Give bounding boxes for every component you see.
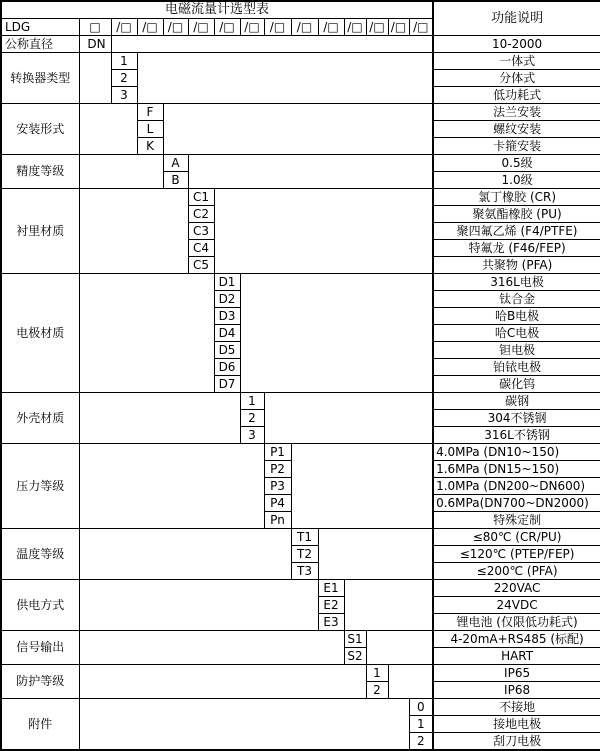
option-desc: 铂铱电极 <box>433 359 600 376</box>
option-desc: 0.6MPa(DN700~DN2000) <box>433 495 600 512</box>
option-desc: 4.0MPa (DN10~150) <box>433 444 600 461</box>
spacer-cell <box>344 580 433 631</box>
table-row <box>1 631 600 648</box>
option-code: 1 <box>409 716 433 733</box>
spacer-cell <box>111 36 433 53</box>
spacer-cell <box>240 274 433 393</box>
code-slot: /□ <box>111 19 137 36</box>
model-prefix: LDG <box>1 19 79 36</box>
option-code: C3 <box>188 223 214 240</box>
category-label-housing-material: 外壳材质 <box>1 393 79 444</box>
spacer-cell <box>388 665 433 699</box>
table-row <box>1 580 600 597</box>
option-desc: 共聚物 (PFA) <box>433 257 600 274</box>
option-desc: IP65 <box>433 665 600 682</box>
option-desc: 1.0MPa (DN200~DN600) <box>433 478 600 495</box>
option-code: 3 <box>111 87 137 104</box>
table-row <box>1 665 600 682</box>
option-code: 1 <box>111 53 137 70</box>
category-label-signal-output: 信号输出 <box>1 631 79 665</box>
option-code: T2 <box>291 546 318 563</box>
option-desc: 316L电极 <box>433 274 600 291</box>
spacer-cell <box>79 155 163 189</box>
option-desc: 特殊定制 <box>433 512 600 529</box>
code-slot: /□ <box>163 19 188 36</box>
spacer-cell <box>163 104 433 155</box>
option-code: P4 <box>264 495 291 512</box>
table-row <box>1 699 600 716</box>
option-code: L <box>137 121 163 138</box>
option-desc: 钽电极 <box>433 342 600 359</box>
option-code: P3 <box>264 478 291 495</box>
code-slot: /□ <box>291 19 318 36</box>
option-desc: 氯丁橡胶 (CR) <box>433 189 600 206</box>
option-desc: 10-2000 <box>433 36 600 53</box>
spacer-cell <box>214 189 433 274</box>
option-code: S1 <box>344 631 366 648</box>
function-description-header: 功能说明 <box>433 1 600 36</box>
option-code: D3 <box>214 308 240 325</box>
spacer-cell <box>79 274 214 393</box>
spacer-cell <box>291 444 433 529</box>
option-desc: 哈C电极 <box>433 325 600 342</box>
table-row <box>1 104 600 121</box>
category-label-converter-type: 转换器类型 <box>1 53 79 104</box>
option-desc: 220VAC <box>433 580 600 597</box>
spacer-cell <box>318 529 433 580</box>
category-label-power-supply: 供电方式 <box>1 580 79 631</box>
option-desc: 1.0级 <box>433 172 600 189</box>
option-code: D7 <box>214 376 240 393</box>
option-code: P2 <box>264 461 291 478</box>
option-desc: 螺纹安装 <box>433 121 600 138</box>
spacer-cell <box>79 631 344 665</box>
option-desc: 刮刀电极 <box>433 733 600 751</box>
option-code: Pn <box>264 512 291 529</box>
table-row <box>1 36 600 53</box>
option-code: C4 <box>188 240 214 257</box>
code-slot: /□ <box>214 19 240 36</box>
option-desc: 哈B电极 <box>433 308 600 325</box>
option-desc: 分体式 <box>433 70 600 87</box>
option-desc: 锂电池 (仅限低功耗式) <box>433 614 600 631</box>
option-code: 1 <box>366 665 388 682</box>
category-label-temperature-grade: 温度等级 <box>1 529 79 580</box>
option-code: 0 <box>409 699 433 716</box>
code-slot: /□ <box>388 19 409 36</box>
option-desc: 低功耗式 <box>433 87 600 104</box>
option-code: B <box>163 172 188 189</box>
category-label-nominal-diameter: 公称直径 <box>1 36 79 53</box>
option-desc: 特氟龙 (F46/FEP) <box>433 240 600 257</box>
option-code: 2 <box>409 733 433 751</box>
option-code: E1 <box>318 580 344 597</box>
option-code: D2 <box>214 291 240 308</box>
code-slot: /□ <box>264 19 291 36</box>
category-label-mounting-type: 安装形式 <box>1 104 79 155</box>
option-code: D1 <box>214 274 240 291</box>
category-label-liner-material: 衬里材质 <box>1 189 79 274</box>
option-code: T1 <box>291 529 318 546</box>
category-label-electrode-material: 电极材质 <box>1 274 79 393</box>
spacer-cell <box>79 665 366 699</box>
spacer-cell <box>366 631 433 665</box>
option-desc: ≤200℃ (PFA) <box>433 563 600 580</box>
option-desc: 碳钢 <box>433 393 600 410</box>
spacer-cell <box>264 393 433 444</box>
table-row <box>1 189 600 206</box>
option-desc: 碳化钨 <box>433 376 600 393</box>
option-desc: 0.5级 <box>433 155 600 172</box>
option-code: C2 <box>188 206 214 223</box>
option-desc: 不接地 <box>433 699 600 716</box>
option-code: F <box>137 104 163 121</box>
spacer-cell <box>79 444 264 529</box>
table-row <box>1 529 600 546</box>
spacer-cell <box>188 155 433 189</box>
option-code: D4 <box>214 325 240 342</box>
option-code: K <box>137 138 163 155</box>
table-row <box>1 444 600 461</box>
category-label-pressure-grade: 压力等级 <box>1 444 79 529</box>
option-code: T3 <box>291 563 318 580</box>
code-slot: /□ <box>409 19 433 36</box>
spacer-cell <box>79 529 291 580</box>
code-slot: /□ <box>137 19 163 36</box>
option-desc: ≤120℃ (PTEP/FEP) <box>433 546 600 563</box>
option-desc: 聚四氟乙烯 (F4/PTFE) <box>433 223 600 240</box>
option-desc: ≤80℃ (CR/PU) <box>433 529 600 546</box>
option-desc: 法兰安装 <box>433 104 600 121</box>
option-code: A <box>163 155 188 172</box>
option-code: DN <box>79 36 111 53</box>
spacer-cell <box>79 580 318 631</box>
option-code: E3 <box>318 614 344 631</box>
option-desc: HART <box>433 648 600 665</box>
table-row <box>1 53 600 70</box>
option-code: S2 <box>344 648 366 665</box>
table-row <box>1 155 600 172</box>
category-label-protection-grade: 防护等级 <box>1 665 79 699</box>
option-desc: 聚氨酯橡胶 (PU) <box>433 206 600 223</box>
option-code: C5 <box>188 257 214 274</box>
option-code: D6 <box>214 359 240 376</box>
spacer-cell <box>79 393 240 444</box>
table-row <box>1 274 600 291</box>
spacer-cell <box>79 699 409 751</box>
option-code: C1 <box>188 189 214 206</box>
category-label-accuracy-grade: 精度等级 <box>1 155 79 189</box>
option-desc: 接地电极 <box>433 716 600 733</box>
option-desc: IP68 <box>433 682 600 699</box>
option-desc: 一体式 <box>433 53 600 70</box>
code-slot: /□ <box>344 19 366 36</box>
option-code: 3 <box>240 427 264 444</box>
table-title: 电磁流量计选型表 <box>1 1 433 19</box>
option-desc: 304不锈钢 <box>433 410 600 427</box>
table-row <box>1 393 600 410</box>
code-slot: /□ <box>240 19 264 36</box>
category-label-accessories: 附件 <box>1 699 79 751</box>
option-desc: 钛合金 <box>433 291 600 308</box>
option-code: 2 <box>111 70 137 87</box>
option-code: E2 <box>318 597 344 614</box>
option-code: 1 <box>240 393 264 410</box>
spacer-cell <box>79 104 137 155</box>
code-slot: /□ <box>188 19 214 36</box>
option-code: 2 <box>240 410 264 427</box>
option-desc: 1.6MPa (DN15~150) <box>433 461 600 478</box>
option-desc: 4-20mA+RS485 (标配) <box>433 631 600 648</box>
option-code: D5 <box>214 342 240 359</box>
option-desc: 24VDC <box>433 597 600 614</box>
code-slot: /□ <box>318 19 344 36</box>
option-code: P1 <box>264 444 291 461</box>
option-desc: 卡箍安装 <box>433 138 600 155</box>
spacer-cell <box>79 189 188 274</box>
code-slot: /□ <box>366 19 388 36</box>
dn-code-box: □ <box>79 19 111 36</box>
option-desc: 316L不锈钢 <box>433 427 600 444</box>
spacer-cell <box>79 53 111 104</box>
option-code: 2 <box>366 682 388 699</box>
spacer-cell <box>137 53 433 104</box>
